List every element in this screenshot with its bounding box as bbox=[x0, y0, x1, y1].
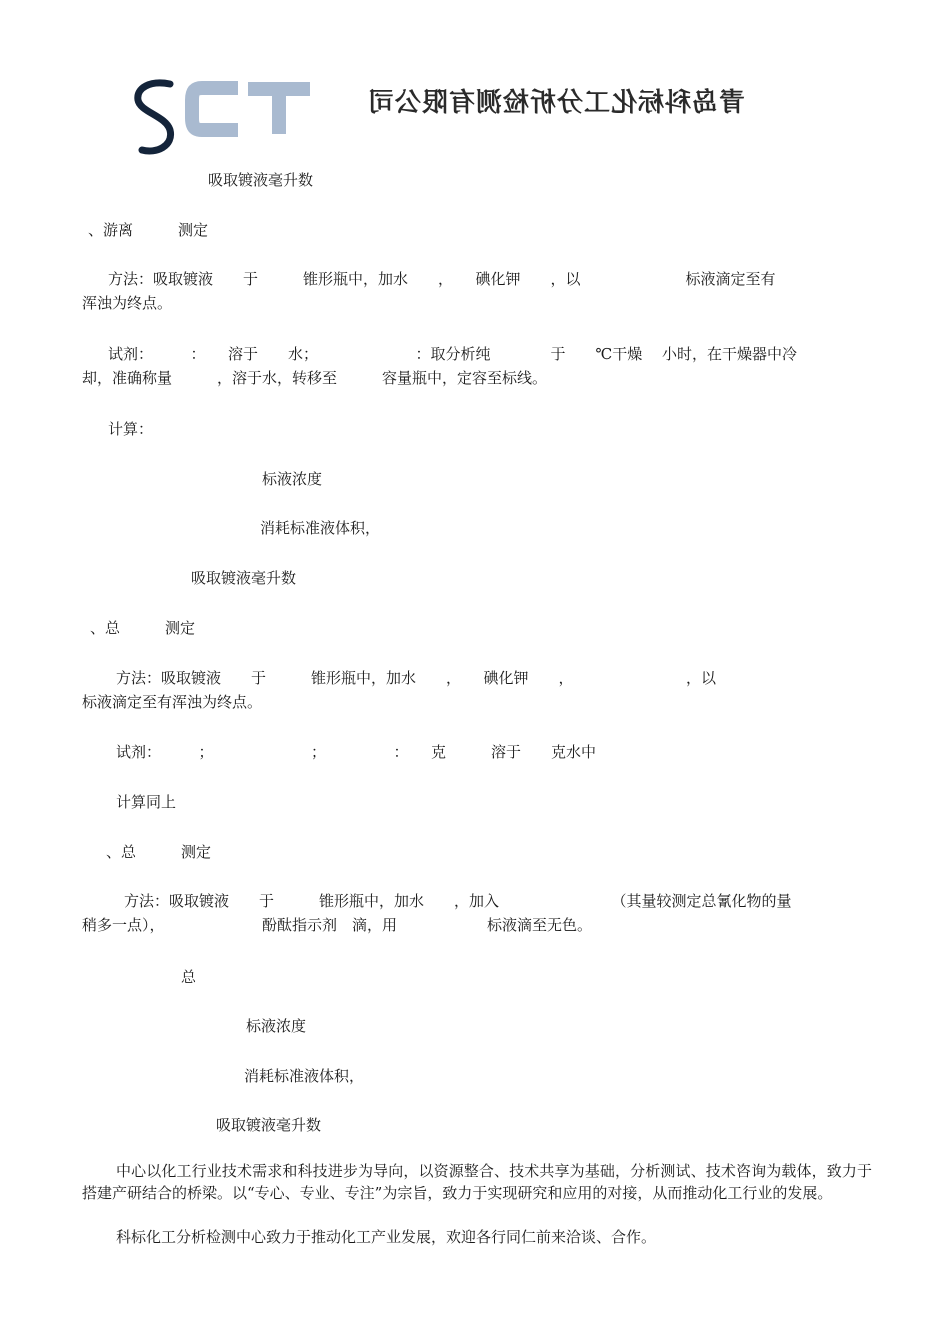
method-text-cont: 稍多一点）， 酚酞指示剂 滴，用 标液滴至无色。 bbox=[82, 916, 593, 934]
reagent-text: 试剂： ： 溶于 水； ：取分析纯 于 ℃干燥 小时，在干燥器中冷 bbox=[108, 345, 798, 363]
calc-var-concentration: 标液浓度 bbox=[262, 470, 323, 488]
calc-var-consumed: 消耗标准液体积， bbox=[244, 1067, 365, 1085]
calc-var-total: 总 bbox=[181, 968, 197, 986]
calc-same-note: 计算同上 bbox=[116, 793, 177, 811]
calc-label: 计算： bbox=[108, 420, 154, 438]
section-heading: 、总 测定 bbox=[106, 843, 212, 861]
footer-welcome-paragraph: 科标化工分析检测中心致力于推动化工产业发展，欢迎各行同仁前来洽谈、合作。 bbox=[116, 1228, 657, 1246]
section-heading: 、游离 测定 bbox=[88, 221, 209, 239]
calc-var-volume: 吸取镀液毫升数 bbox=[191, 569, 297, 587]
reagent-text-cont: 却，准确称量 ，溶于水，转移至 容量瓶中，定容至标线。 bbox=[82, 369, 548, 387]
calc-var-concentration: 标液浓度 bbox=[246, 1017, 307, 1035]
section-heading: 、总 测定 bbox=[90, 619, 196, 637]
method-text-cont: 标液滴定至有浑浊为终点。 bbox=[82, 693, 263, 711]
reagent-text: 试剂： ； ； ： 克 溶于 克水中 bbox=[116, 743, 597, 761]
method-text: 方法：吸取镀液 于 锥形瓶中，加水 ， 碘化钾 ， ，以 bbox=[116, 669, 717, 687]
method-text-cont: 浑浊为终点。 bbox=[82, 294, 173, 312]
company-logo bbox=[130, 76, 315, 158]
method-text: 方法：吸取镀液 于 锥形瓶中，加水 ， 碘化钾 ，以 标液滴定至有 bbox=[108, 270, 776, 288]
calc-var-volume: 吸取镀液毫升数 bbox=[216, 1116, 322, 1134]
logo-c-mark bbox=[192, 88, 238, 130]
logo-s-mark bbox=[138, 83, 171, 151]
method-text: 方法：吸取镀液 于 锥形瓶中，加水 ，加入 （其量较测定总氰化物的量 bbox=[124, 892, 792, 910]
calc-var-volume: 吸取镀液毫升数 bbox=[208, 171, 314, 189]
logo-t-stem bbox=[272, 82, 286, 134]
calc-var-consumed: 消耗标准液体积， bbox=[260, 519, 381, 537]
footer-intro-paragraph: 中心以化工行业技术需求和科技进步为导向，以资源整合、技术共享为基础，分析测试、技术咨询为载体，致力于搭建产研结合的桥梁。以“专心、专业、专注”为宗旨，致力于实现研究和应用的对接，从而推动化工行业的发展。 bbox=[82, 1162, 872, 1202]
company-name: 青岛科标化工分析检测有限公司 bbox=[366, 88, 745, 118]
